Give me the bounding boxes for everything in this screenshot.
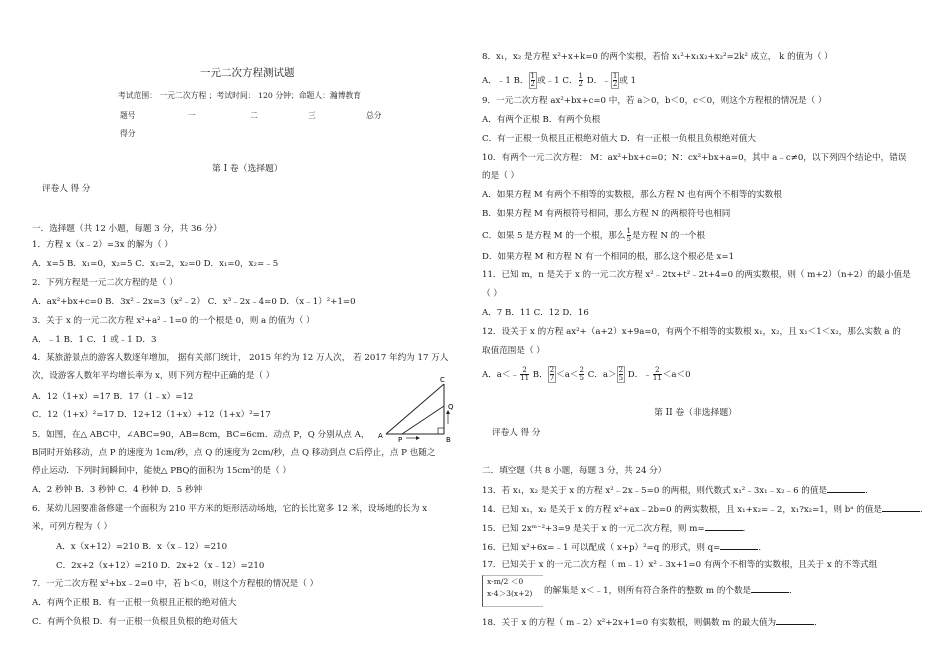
question-line: C．有两个负根 D．有一正根一负根且负根的绝对值大	[32, 617, 238, 627]
label-q: Q	[448, 403, 454, 411]
score-header-2: 二	[250, 111, 258, 120]
question-10-a: A．如果方程 M 有两个不相等的实数根，那么方程 N 也有两个不相等的实数根	[482, 190, 782, 200]
question-line: 5．如图，在△ ABC中，∠ABC=90，AB=8cm，BC=6cm．动点 P，Q 分别从点 A，	[32, 430, 370, 440]
answer-blank[interactable]	[751, 584, 789, 593]
answer-blank[interactable]	[882, 503, 920, 512]
question-line: A．x（x+12）=210 B．x（x﹣12）=210	[56, 542, 228, 552]
part1-reviewer: 评卷人 得 分	[42, 184, 91, 194]
answer-blank[interactable]	[720, 541, 758, 550]
question-18: 18．关于 x 的方程（ m﹣2）x²+2x+1=0 有实数根，则偶数 m 的最大值为 ．	[482, 618, 823, 628]
fraction: $\frac{1}{2}$	[530, 72, 535, 88]
part2-reviewer: 评卷人 得 分	[492, 428, 541, 438]
question-line: A．ax²+bx+c=0 B．3x²﹣2x=3（x²﹣2） C．x³﹣2x﹣4=0 D．（x﹣1）²+1=0	[32, 297, 356, 307]
question-17-cont: 的解集是 x＜﹣1，则所有符合条件的整数 m 的个数是 ．	[544, 586, 798, 596]
answer-blank[interactable]	[827, 484, 865, 493]
question-line: 次，设游客人数年平均增长率为 x，则下列方程中正确的是（ ）	[32, 371, 275, 381]
label-c: C	[440, 376, 445, 384]
fraction: $\frac{2}{7}$	[549, 366, 555, 382]
question-9-ab: A．有两个正根 B．有两个负根	[482, 115, 601, 125]
question-8: 8．x₁，x₂ 是方程 x²+x+k=0 的两个实根，若恰 x₁²+x₁x₂+x₂²=2k² 成立， k 的值为（ ）	[482, 52, 833, 62]
question-13: 13．若 x₁，x₂ 是关于 x 的方程 x²﹣2x﹣5=0 的两根，则代数式 x₁²﹣3x₁﹣x₂﹣6 的值是 ．	[482, 486, 874, 496]
question-line: A．﹣1 B．1 C．1 或﹣1 D．3	[32, 335, 157, 345]
question-11-options: A．7 B．11 C．12 D．16	[482, 308, 589, 318]
answer-blank[interactable]	[776, 616, 814, 625]
question-line: 3．关于 x 的一元二次方程 x²+a²﹣1=0 的一个根是 0，则 a 的值为（ ）	[32, 316, 315, 326]
inequality-2: x-4＞3(x+2)	[487, 589, 533, 598]
question-8-options: A．﹣1 B． $\frac{1}{2}$ 或﹣1 C． $\frac{1}{2}$ D．﹣ $\frac{1}{2}$ 或 1	[482, 72, 637, 88]
question-10: 10．有两个一元二次方程： M：ax²+bx+c=0；N：cx²+bx+a=0，其中 a﹣c≠0，以下列四个结论中，错误	[482, 153, 907, 163]
question-10-d: D．如果方程 M 和方程 N 有一个相同的根，那么这个根必是 x=1	[482, 252, 735, 262]
fraction: $\frac{1}{2}$	[612, 72, 618, 88]
arrow-p-head	[416, 436, 420, 440]
question-11-cont: （ ）	[482, 289, 502, 299]
part1-title: 第 I 卷（选择题）	[212, 164, 283, 174]
question-9-cd: C．有一正根一负根且正根绝对值大 D．有一正根一负根且负根绝对值大	[482, 134, 757, 144]
score-row-label: 得分	[120, 129, 136, 138]
fraction: $\frac{2}{5}$	[618, 366, 624, 382]
question-17: 17．已知关于 x 的一元二次方程（ m﹣1）x²﹣3x+1=0 有两个不相等的实数根，且关于 x 的不等式组	[482, 560, 878, 570]
label-p: P	[398, 436, 403, 442]
question-line: A．有两个正根 B．有一正根一负根且正根的绝对值大	[32, 598, 237, 608]
question-15: 15．已知 2xᵐ⁻²+3=9 是关于 x 的一元二次方程，则 m= ．	[482, 524, 752, 534]
fraction: $\frac{2}{5}$	[579, 366, 584, 382]
question-9: 9．一元二次方程 ax²+bx+c=0 中，若 a＞0，b＜0，c＜0，则这个方程根的情况是（ ）	[482, 96, 827, 106]
question-16: 16．已知 x²+6x=﹣1 可以配成（ x+p）²=q 的形式，则 q= ．	[482, 543, 767, 553]
fraction: $\frac{2}{11}$	[520, 366, 530, 382]
question-line: 6．某幼儿园要准备修建一个面积为 210 平方米的矩形活动场地，它的长比宽多 12 米，设场地的长为 x	[32, 504, 428, 514]
right-angle-mark	[438, 428, 444, 434]
question-line: 2．下列方程是一元二次方程的是（ ）	[32, 278, 178, 288]
figure-edge-ac	[386, 384, 444, 434]
score-header-total: 总分	[366, 111, 382, 120]
question-12: 12．设关于 x 的方程 ax²+（a+2）x+9a=0，有两个不相等的实数根 x₁，x₂，且 x₁＜1＜x₂，那么实数 a 的	[482, 327, 901, 337]
question-line: 4．某旅游景点的游客人数逐年增加， 据有关部门统计， 2015 年约为 12 万人次， 若 2017 年约为 17 万人	[32, 353, 449, 363]
question-14: 14．已知 x₁，x₂ 是关于 x 的方程 x²+ax﹣2b=0 的两实数根，且 x₁+x₂=﹣2，x₁?x₂=1，则 bᵃ 的值是 ．	[482, 505, 929, 515]
question-line: A．2 秒钟 B．3 秒钟 C．4 秒钟 D．5 秒钟	[32, 485, 203, 495]
label-a: A	[378, 432, 383, 440]
score-header-1: 一	[188, 111, 196, 120]
score-header-label: 题号	[120, 111, 136, 120]
question-line: A．12（1+x）=17 B．17（1﹣x）=12	[32, 392, 194, 402]
question-10-c: C．如果 5 是方程 M 的一个根，那么 $\frac{1}{5}$ 是方程 N 的一个根	[482, 227, 706, 243]
question-line: A．x=5 B．x₁=0，x₂=5 C．x₁=2，x₂=0 D．x₁=0，x₂=﹣5	[32, 259, 279, 269]
question-line: C．12（1+x）²=17 D．12+12（1+x）+12（1+x）²=17	[32, 410, 271, 420]
inequality-1: x-m/2 ＜0	[487, 577, 524, 586]
question-line: B同时开始移动，点 P 的速度为 1cm/秒，点 Q 的速度为 2cm/秒，点 Q 移动到点 C后停止，点 P 也随之	[32, 448, 436, 458]
question-line: C．2x+2（x+12）=210 D．2x+2（x﹣12）=210	[56, 561, 265, 571]
part2-title: 第 II 卷（非选择题）	[654, 408, 737, 418]
exam-info: 考试范围： 一元二次方程 ；考试时间： 120 分钟；命题人：瀚博教育	[118, 91, 362, 100]
question-line: 1．方程 x（x﹣2）=3x 的解为（ ）	[32, 240, 173, 250]
score-header-3: 三	[308, 111, 316, 120]
question-10-b: B．如果方程 M 有两根符号相同，那么方程 N 的两根符号也相同	[482, 209, 731, 219]
fraction: $\frac{1}{2}$	[578, 72, 584, 88]
question-11: 11．已知 m，n 是关于 x 的一元二次方程 x²﹣2tx+t²﹣2t+4=0 的两实数根，则（ m+2）（n+2）的最小值是	[482, 270, 911, 280]
exam-title: 一元二次方程测试题	[200, 67, 295, 79]
section1-title: 一．选择题（共 12 小题，每题 3 分，共 36 分）	[32, 224, 222, 234]
question-line: 米，可列方程为（ ）	[32, 522, 113, 532]
fraction: $\frac{1}{5}$	[626, 227, 631, 243]
question-12-options: A．a＜﹣ $\frac{2}{11}$ B． $\frac{2}{7}$ ＜a＜ $\frac{2}{5}$ C．a＞ $\frac{2}{5}$ D．﹣ $\frac{2}{11}$ ＜a＜0	[482, 366, 691, 382]
section2-title: 二．填空题（共 8 小题，每题 3 分，共 24 分）	[482, 466, 667, 476]
answer-blank[interactable]	[705, 522, 743, 531]
question-12-cont: 取值范围是（ ）	[482, 346, 545, 356]
fraction: $\frac{2}{11}$	[652, 366, 662, 382]
question-10-cont: 的是（ ）	[482, 171, 520, 181]
triangle-figure	[376, 376, 462, 442]
question-line: 停止运动．下列时间瞬间中，能使△ PBQ的面积为 15cm²的是（ ）	[32, 466, 291, 476]
label-b: B	[446, 436, 451, 442]
question-line: 7．一元二次方程 x²+bx﹣2=0 中，若 b＜0，则这个方程根的情况是（ ）	[32, 579, 319, 589]
inequality-system	[482, 575, 543, 607]
